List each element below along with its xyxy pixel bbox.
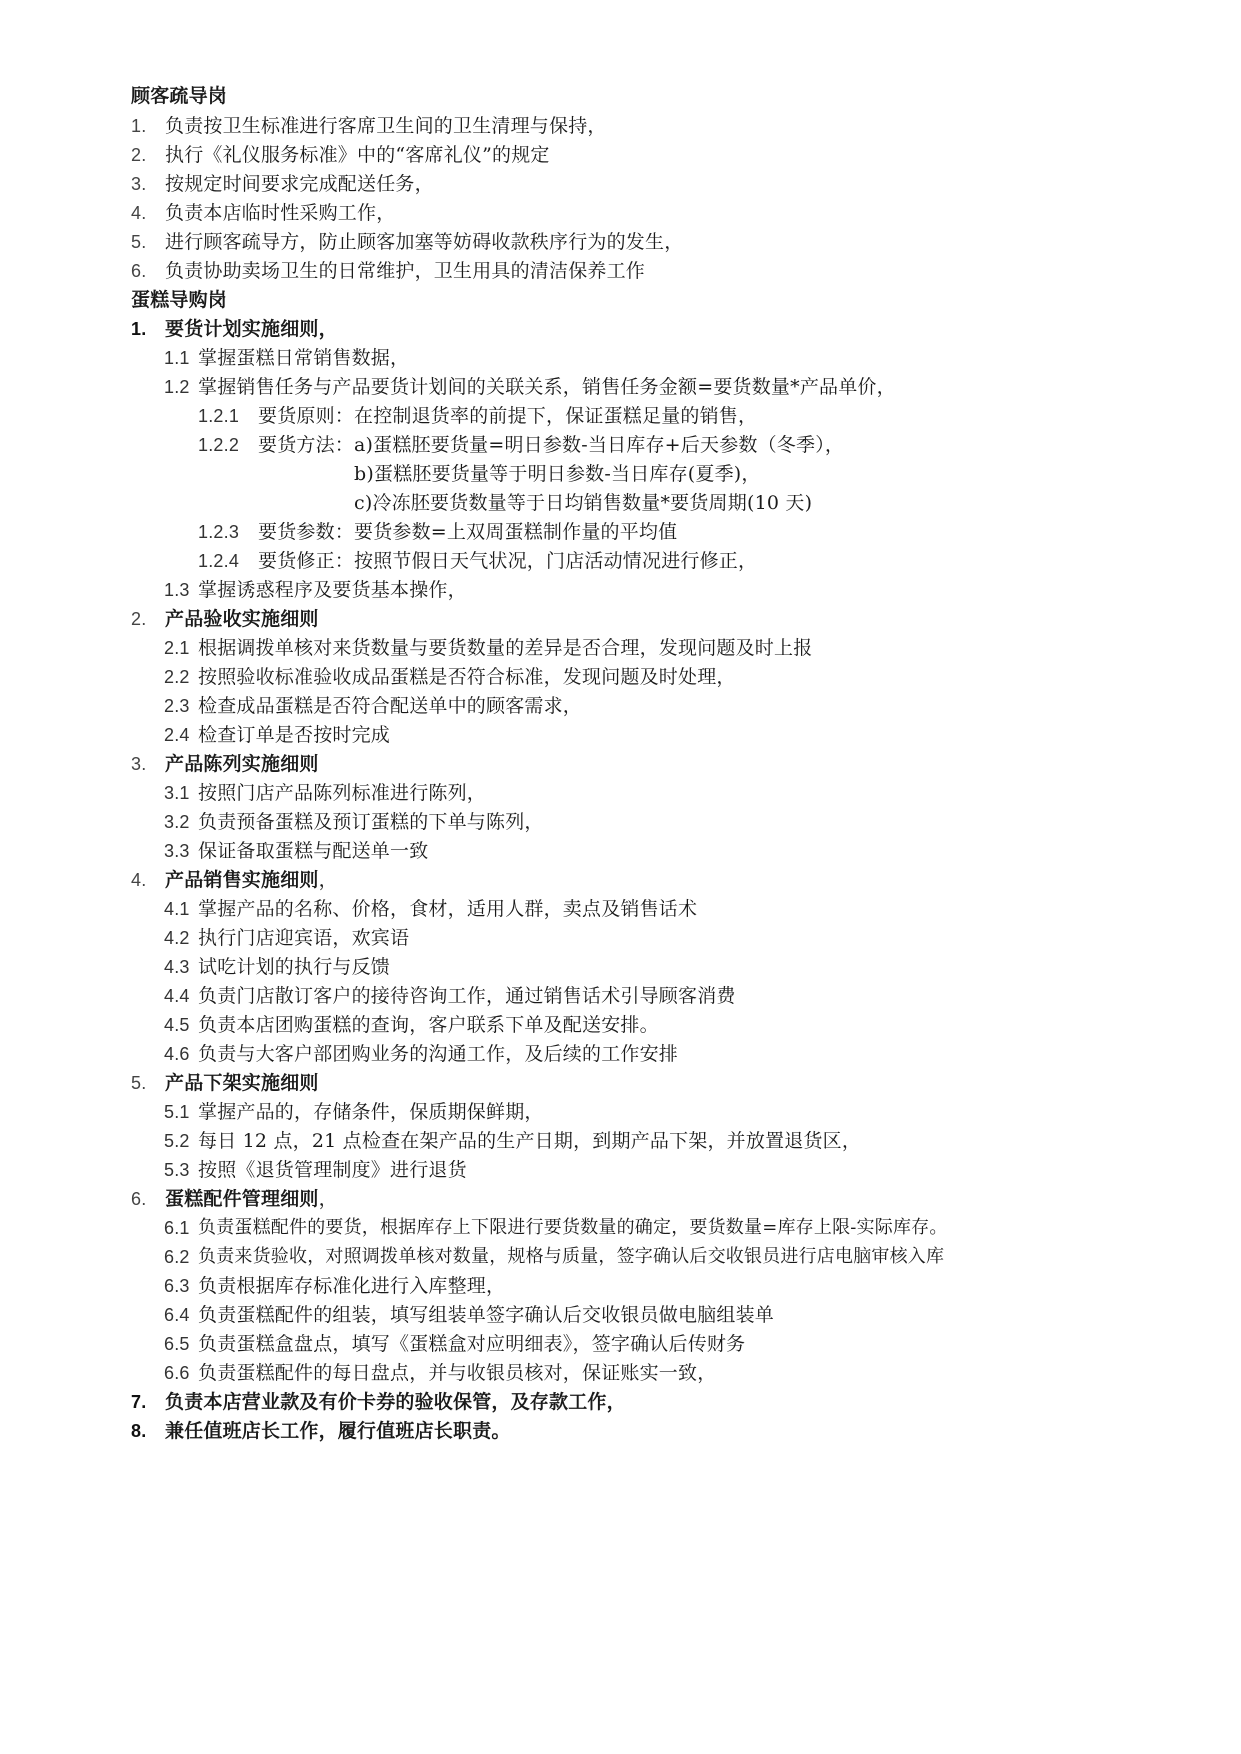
continuation-line: c)冷冻胚要货数量等于日均销售数量*要货周期(10 天)	[354, 492, 813, 514]
sub-item-number: 4.3	[164, 957, 190, 977]
sub-item-number: 3.1	[164, 783, 190, 803]
item-number: 2.	[131, 145, 147, 165]
sub-sub-item-text: 要货修正：按照节假日天气状况，门店活动情况进行修正，	[258, 550, 758, 572]
sub-item-text: 负责本店团购蛋糕的查询，客户联系下单及配送安排。	[198, 1014, 659, 1036]
sub-sub-item-text: 要货原则：在控制退货率的前提下，保证蛋糕足量的销售，	[258, 405, 758, 427]
sub-item-text: 掌握产品的，存储条件，保质期保鲜期，	[198, 1101, 544, 1123]
group-title: 兼任值班店长工作，履行值班店长职责。	[165, 1420, 511, 1442]
sub-item-text: 负责预备蛋糕及预订蛋糕的下单与陈列，	[198, 811, 544, 833]
group-number: 2.	[131, 609, 147, 629]
sub-item-number: 1.1	[164, 348, 190, 368]
sub-sub-item-number: 1.2.2	[198, 435, 240, 455]
sub-item-text: 每日 12 点，21 点检查在架产品的生产日期，到期产品下架，并放置退货区，	[198, 1130, 862, 1152]
item-text: 进行顾客疏导方，防止顾客加塞等妨碍收款秩序行为的发生，	[165, 231, 684, 253]
sub-item-text: 检查订单是否按时完成	[198, 724, 391, 746]
sub-item-text: 负责与大客户部团购业务的沟通工作，及后续的工作安排	[198, 1043, 679, 1065]
sub-sub-item-text: 要货方法：a)蛋糕胚要货量=明日参数-当日库存+后天参数（冬季），	[258, 434, 845, 456]
sub-item-number: 5.3	[164, 1160, 190, 1180]
sub-item-text: 按照门店产品陈列标准进行陈列，	[198, 782, 487, 804]
item-text: 负责本店临时性采购工作，	[165, 202, 396, 224]
sub-item-text: 按照《退货管理制度》进行退货	[198, 1159, 467, 1181]
sub-item-number: 6.5	[164, 1334, 190, 1354]
item-number: 6.	[131, 261, 147, 281]
group-number: 3.	[131, 754, 147, 774]
item-text: 执行《礼仪服务标准》中的“客席礼仪”的规定	[165, 144, 550, 166]
group-title: 产品陈列实施细则	[165, 753, 319, 775]
sub-item-number: 6.3	[164, 1276, 190, 1296]
sub-item-text: 负责根据库存标准化进行入库整理，	[198, 1275, 506, 1297]
sub-item-number: 1.3	[164, 580, 190, 600]
group-number: 1.	[131, 319, 147, 339]
sub-item-number: 2.1	[164, 638, 190, 658]
sub-item-text: 试吃计划的执行与反馈	[198, 956, 391, 978]
sub-item-number: 4.1	[164, 899, 190, 919]
sub-item-text: 按照验收标准验收成品蛋糕是否符合标准，发现问题及时处理，	[198, 666, 736, 688]
group-number: 6.	[131, 1189, 147, 1209]
group-title: 负责本店营业款及有价卡券的验收保管，及存款工作，	[165, 1391, 626, 1413]
sub-sub-item-number: 1.2.4	[198, 551, 240, 571]
sub-item-text: 检查成品蛋糕是否符合配送单中的顾客需求，	[198, 695, 583, 717]
sub-item-number: 6.1	[164, 1218, 190, 1238]
sub-item-text: 负责蛋糕配件的每日盘点，并与收银员核对，保证账实一致，	[198, 1362, 717, 1384]
sub-item-number: 3.3	[164, 841, 190, 861]
item-number: 1.	[131, 116, 147, 136]
sub-item-number: 6.2	[164, 1247, 190, 1267]
group-title: 产品验收实施细则	[165, 608, 319, 630]
sub-item-number: 1.2	[164, 377, 190, 397]
sub-item-text: 保证备取蛋糕与配送单一致	[198, 840, 429, 862]
group-title-wrap	[165, 864, 338, 896]
sub-item-number: 5.2	[164, 1131, 190, 1151]
group-title-suffix: ，	[318, 1188, 338, 1210]
continuation-line: b)蛋糕胚要货量等于明日参数-当日库存(夏季)，	[354, 463, 761, 485]
sub-item-number: 4.6	[164, 1044, 190, 1064]
sub-item-text: 负责蛋糕配件的组装，填写组装单签字确认后交收银员做电脑组装单	[198, 1304, 775, 1326]
group-title-wrap	[165, 1183, 338, 1215]
section-title: 蛋糕导购岗	[131, 289, 228, 311]
sub-item-number: 4.5	[164, 1015, 190, 1035]
sub-sub-item-number: 1.2.3	[198, 522, 240, 542]
sub-item-number: 6.6	[164, 1363, 190, 1383]
item-number: 4.	[131, 203, 147, 223]
sub-item-text: 掌握蛋糕日常销售数据，	[198, 347, 410, 369]
group-number: 7.	[131, 1392, 147, 1412]
section-title: 顾客疏导岗	[131, 85, 228, 107]
sub-item-number: 4.2	[164, 928, 190, 948]
sub-item-text: 负责门店散订客户的接待咨询工作，通过销售话术引导顾客消费	[198, 985, 736, 1007]
group-title: 产品销售实施细则	[165, 869, 319, 891]
sub-item-number: 5.1	[164, 1102, 190, 1122]
group-number: 8.	[131, 1421, 147, 1441]
item-text: 按规定时间要求完成配送任务，	[165, 173, 434, 195]
item-text: 负责协助卖场卫生的日常维护，卫生用具的清洁保养工作	[165, 260, 646, 282]
group-number: 5.	[131, 1073, 147, 1093]
sub-sub-item-number: 1.2.1	[198, 406, 240, 426]
sub-item-number: 4.4	[164, 986, 190, 1006]
sub-item-number: 3.2	[164, 812, 190, 832]
sub-item-text: 掌握产品的名称、价格，食材，适用人群，卖点及销售话术	[198, 898, 698, 920]
group-number: 4.	[131, 870, 147, 890]
sub-item-text: 负责来货验收，对照调拨单核对数量，规格与质量，签字确认后交收银员进行店电脑审核入库	[198, 1246, 945, 1267]
sub-item-text: 负责蛋糕配件的要货，根据库存上下限进行要货数量的确定，要货数量=库存上限-实际库存。	[198, 1217, 948, 1238]
item-number: 5.	[131, 232, 147, 252]
group-title-suffix: ，	[318, 869, 338, 891]
item-text: 负责按卫生标准进行客席卫生间的卫生清理与保持，	[165, 115, 607, 137]
sub-item-text: 根据调拨单核对来货数量与要货数量的差异是否合理，发现问题及时上报	[198, 637, 813, 659]
sub-item-number: 6.4	[164, 1305, 190, 1325]
item-number: 3.	[131, 174, 147, 194]
sub-item-number: 2.3	[164, 696, 190, 716]
sub-item-text: 掌握销售任务与产品要货计划间的关联关系，销售任务金额=要货数量*产品单价，	[198, 376, 896, 398]
group-title: 产品下架实施细则	[165, 1072, 319, 1094]
sub-item-text: 掌握诱惑程序及要货基本操作，	[198, 579, 467, 601]
sub-item-text: 执行门店迎宾语，欢宾语	[198, 927, 410, 949]
sub-sub-item-text: 要货参数：要货参数=上双周蛋糕制作量的平均值	[258, 521, 678, 543]
group-title: 蛋糕配件管理细则	[165, 1188, 319, 1210]
sub-item-text: 负责蛋糕盒盘点，填写《蛋糕盒对应明细表》，签字确认后传财务	[198, 1333, 746, 1355]
sub-item-number: 2.2	[164, 667, 190, 687]
sub-item-number: 2.4	[164, 725, 190, 745]
group-title: 要货计划实施细则，	[165, 318, 338, 340]
